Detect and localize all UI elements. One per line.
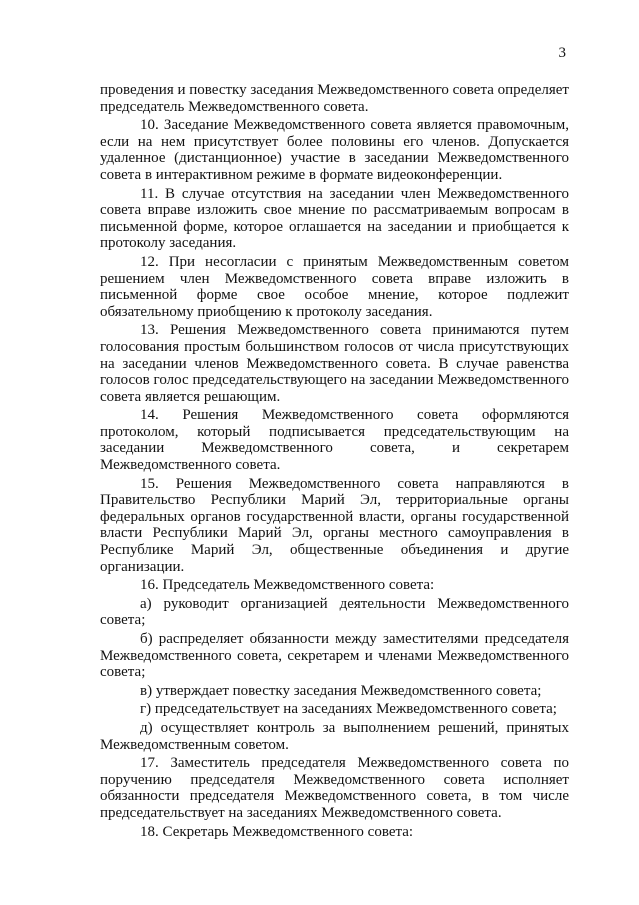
list-item-b: б) распределяет обязанности между заместителями председателя Межведомственного совета, секретарем и членами Межведомственного совета; bbox=[100, 631, 569, 681]
paragraph-12: 12. При несогласии с принятым Межведомственным советом решением член Межведомственного совета вправе изложить в письменной форме свое особое мнение, которое подлежит обязательному приобщению к протоколу заседания. bbox=[100, 253, 569, 320]
list-item-v: в) утверждает повестку заседания Межведомственного совета; bbox=[140, 682, 542, 699]
paragraph-17: 17. Заместитель председателя Межведомственного совета по поручению председателя Межведомственного совета исполняет обязанности председателя Межведомственного совета, в том числе председательствует на заседаниях Межведомственного совета. bbox=[100, 755, 569, 821]
list-item-g: г) председательствует на заседаниях Межведомственного совета; bbox=[140, 701, 557, 718]
paragraph-10: 10. Заседание Межведомственного совета является правомочным, если на нем присутствует более половины его членов. Допускается удаленное (дистанционное) участие в заседании Межведомственного совета в интерактивном режиме в формате видеоконференции. bbox=[100, 117, 569, 183]
paragraph-16: 16. Председатель Межведомственного совета: bbox=[140, 577, 435, 594]
page-number: 3 bbox=[558, 45, 566, 61]
list-item-d: д) осуществляет контроль за выполнением решений, принятых Межведомственным советом. bbox=[100, 719, 569, 753]
list-item-a: а) руководит организацией деятельности Межведомственного совета; bbox=[100, 595, 569, 629]
paragraph-14: 14. Решения Межведомственного совета оформляются протоколом, который подписывается председательствующим на заседании Межведомственного совета, и секретарем Межведомственного совета. bbox=[100, 407, 569, 474]
paragraph-continuation: проведения и повестку заседания Межведомственного совета определяет председатель Межведомственного совета. bbox=[100, 82, 569, 115]
paragraph-15: 15. Решения Межведомственного совета направляются в Правительство Республики Марий Эл, территориальные органы федеральных органов государственной власти, органы государственной власти Республики Марий Эл, органы местного самоуправления в Республике Марий Эл, общественные объединения и другие организации. bbox=[100, 475, 569, 575]
paragraph-11: 11. В случае отсутствия на заседании член Межведомственного совета вправе изложить свое мнение по рассматриваемым вопросам в письменной форме, которое оглашается на заседании и приобщается к протоколу заседания. bbox=[100, 185, 569, 252]
paragraph-13: 13. Решения Межведомственного совета принимаются путем голосования простым большинством голосов от числа присутствующих на заседании членов Межведомственного совета. В случае равенства голосов голос председательствующего на заседании Межведомственного совета является решающим. bbox=[100, 322, 569, 405]
document-body bbox=[100, 82, 569, 842]
paragraph-18: 18. Секретарь Межведомственного совета: bbox=[140, 823, 414, 840]
